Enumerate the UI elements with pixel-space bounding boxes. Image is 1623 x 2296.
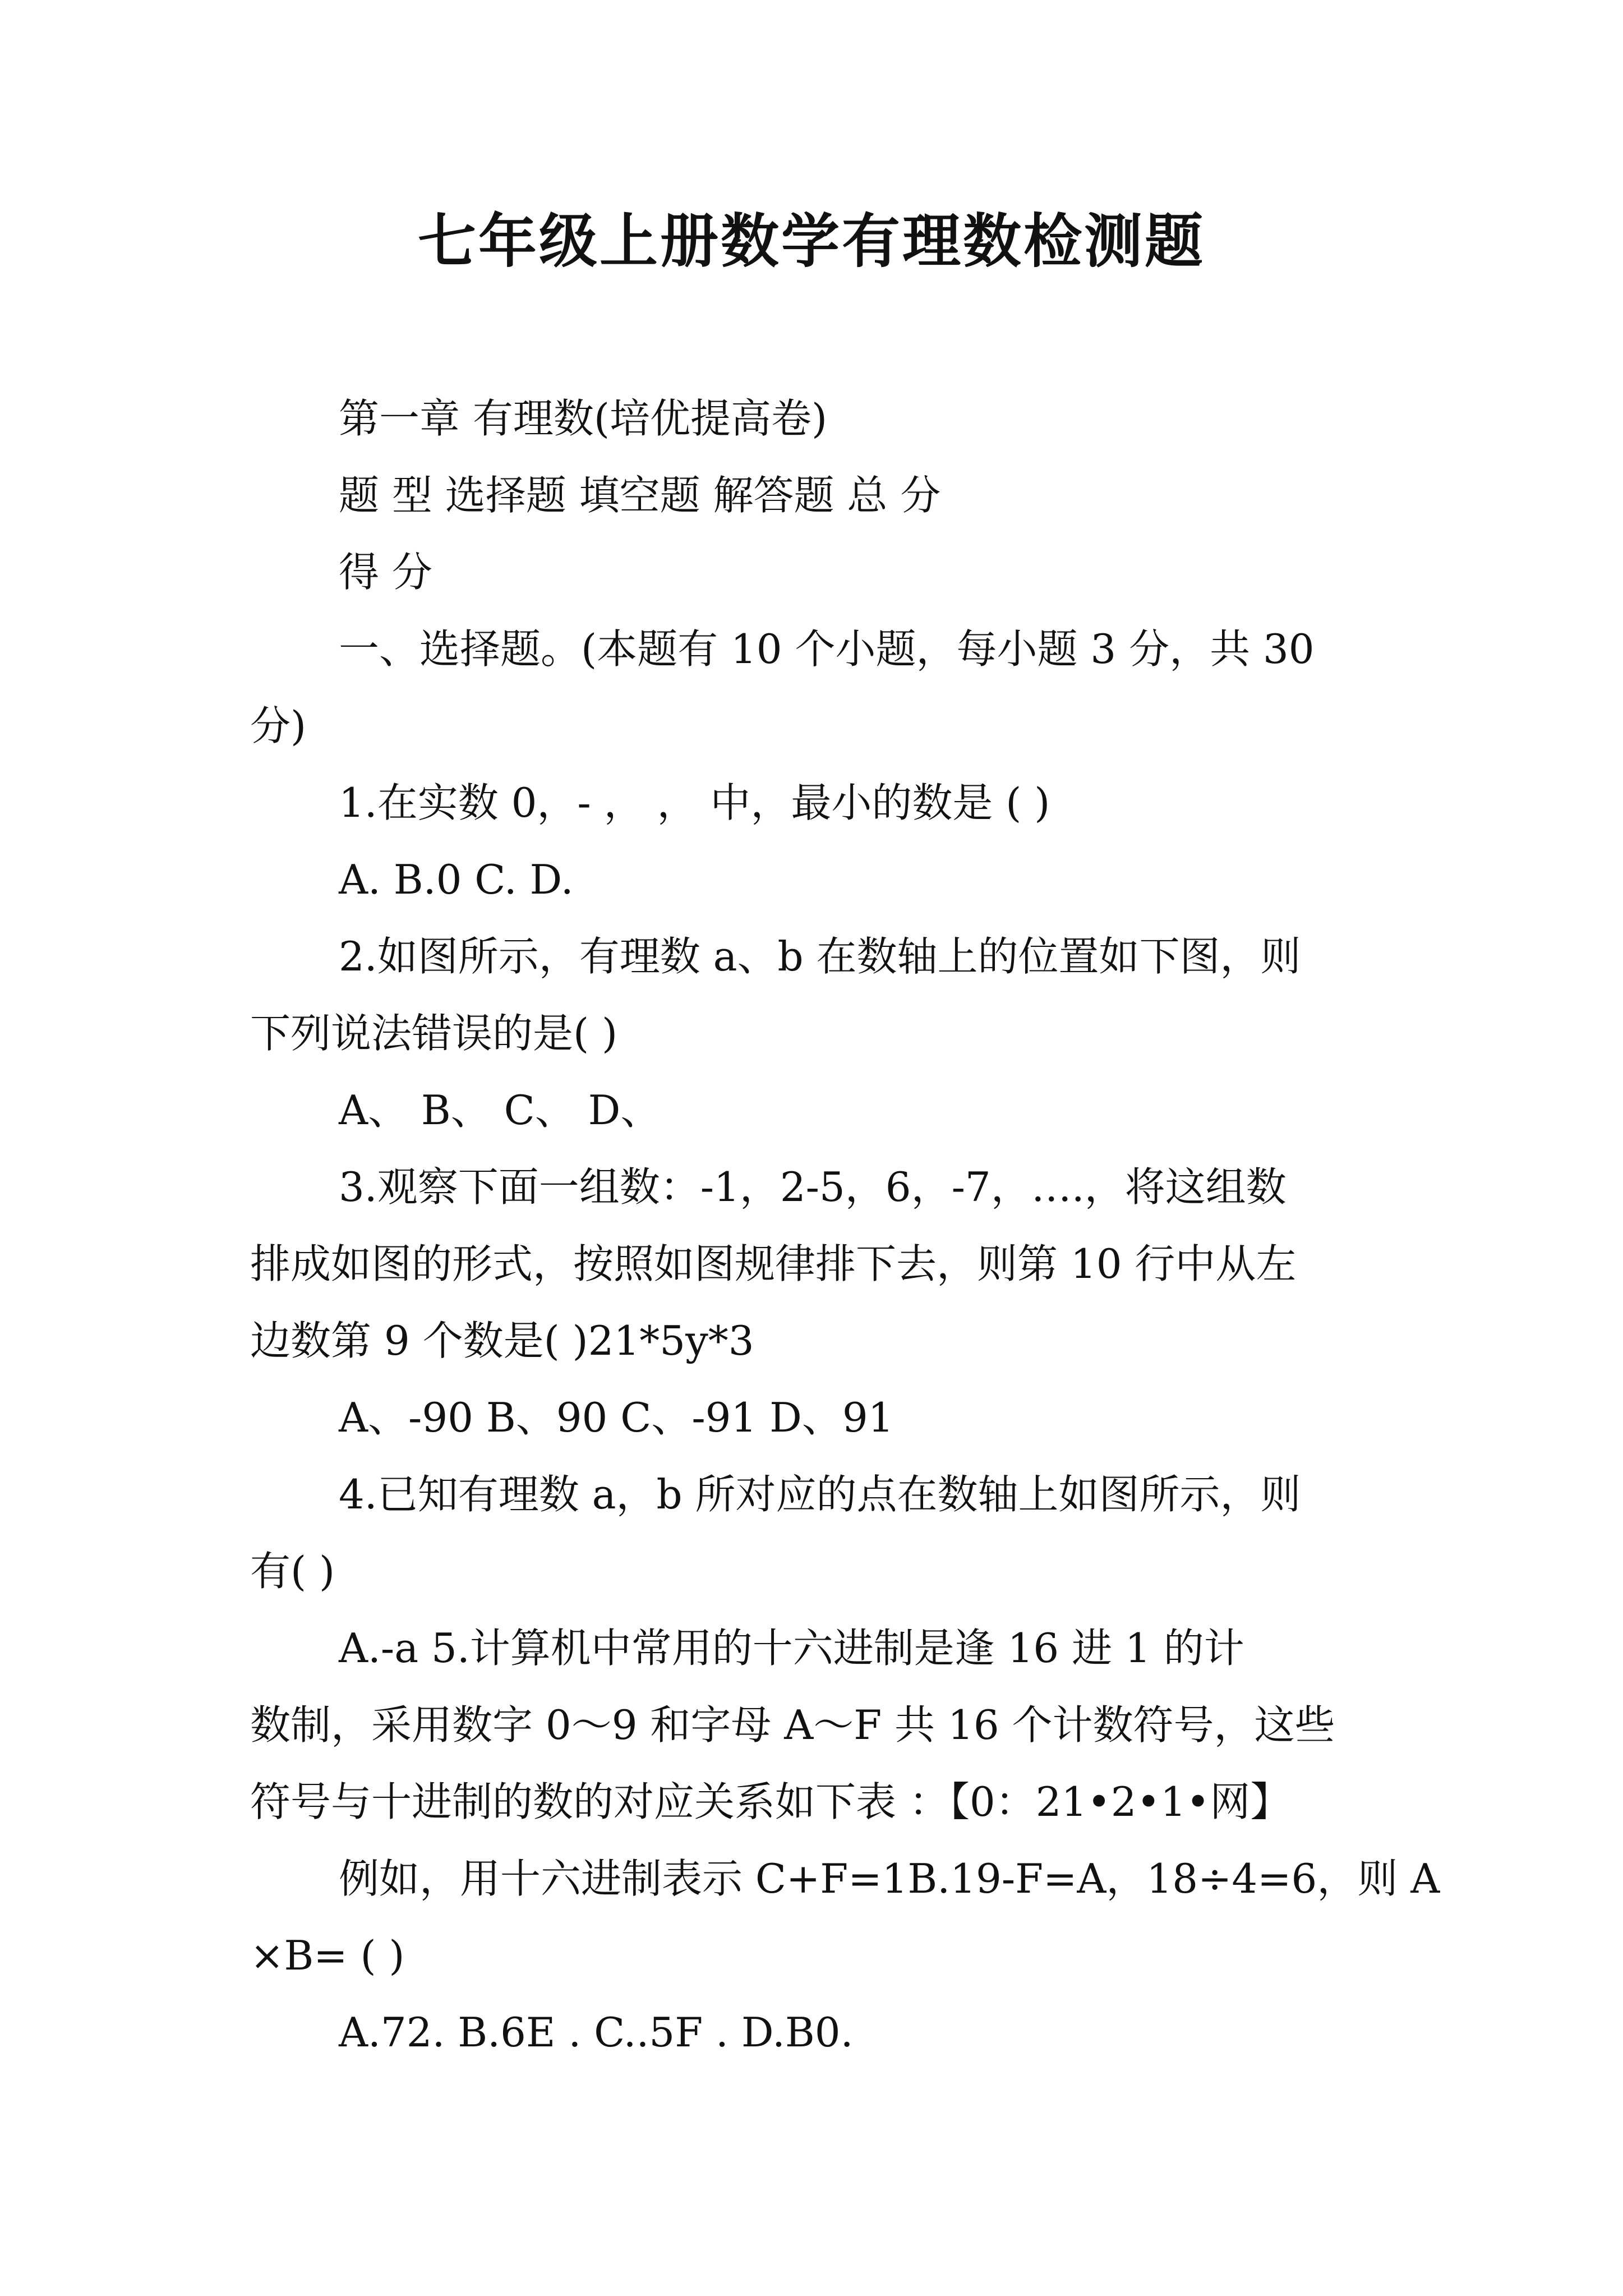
score-row-label: 得 分 — [339, 549, 432, 596]
question-5-options: A.72. B.6E . C..5F . D.B0. — [339, 2009, 854, 2056]
question-5: A.-a 5.计算机中常用的十六进制是逢 16 进 1 的计 — [339, 1625, 1244, 1672]
section-heading-cont: 分) — [250, 702, 307, 749]
document-title: 七年级上册数学有理数检测题 — [417, 206, 1205, 275]
section-heading: 一、选择题。(本题有 10 个小题，每小题 3 分，共 30 — [339, 625, 1315, 673]
question-1-options: A. B.0 C. D. — [339, 856, 574, 903]
question-3-cont: 排成如图的形式，按照如图规律排下去，则第 10 行中从左 — [250, 1240, 1297, 1287]
question-3-options: A、-90 B、90 C、-91 D、91 — [339, 1394, 894, 1441]
document-body — [250, 380, 1440, 2071]
question-5-cont: 符号与十进制的数的对应关系如下表 ：【0：21•2•1•网】 — [250, 1778, 1291, 1825]
question-3: 3.观察下面一组数：-1，2-5，6，-7，….，将这组数 — [339, 1163, 1287, 1211]
question-2: 2.如图所示，有理数 a、b 在数轴上的位置如下图，则 — [339, 933, 1301, 980]
question-3-cont: 边数第 9 个数是( )21*5y*3 — [250, 1317, 754, 1364]
question-5-example: 例如，用十六进制表示 C+F=1B.19-F=A，18÷4=6，则 A — [339, 1855, 1440, 1902]
question-5-example-cont: ×B= ( ) — [250, 1932, 405, 1979]
question-1: 1.在实数 0，- ， ， 中，最小的数是 ( ) — [339, 779, 1050, 826]
question-2-cont: 下列说法错误的是( ) — [250, 1010, 618, 1057]
question-4: 4.已知有理数 a，b 所对应的点在数轴上如图所示，则 — [339, 1471, 1301, 1518]
question-2-options: A、 B、 C、 D、 — [339, 1087, 661, 1134]
question-4-cont: 有( ) — [250, 1548, 335, 1595]
score-table-header: 题 型 选择题 填空题 解答题 总 分 — [339, 472, 941, 519]
chapter-heading: 第一章 有理数(培优提高卷) — [339, 395, 828, 442]
question-5-cont: 数制，采用数字 0～9 和字母 A～F 共 16 个计数符号，这些 — [250, 1701, 1335, 1749]
